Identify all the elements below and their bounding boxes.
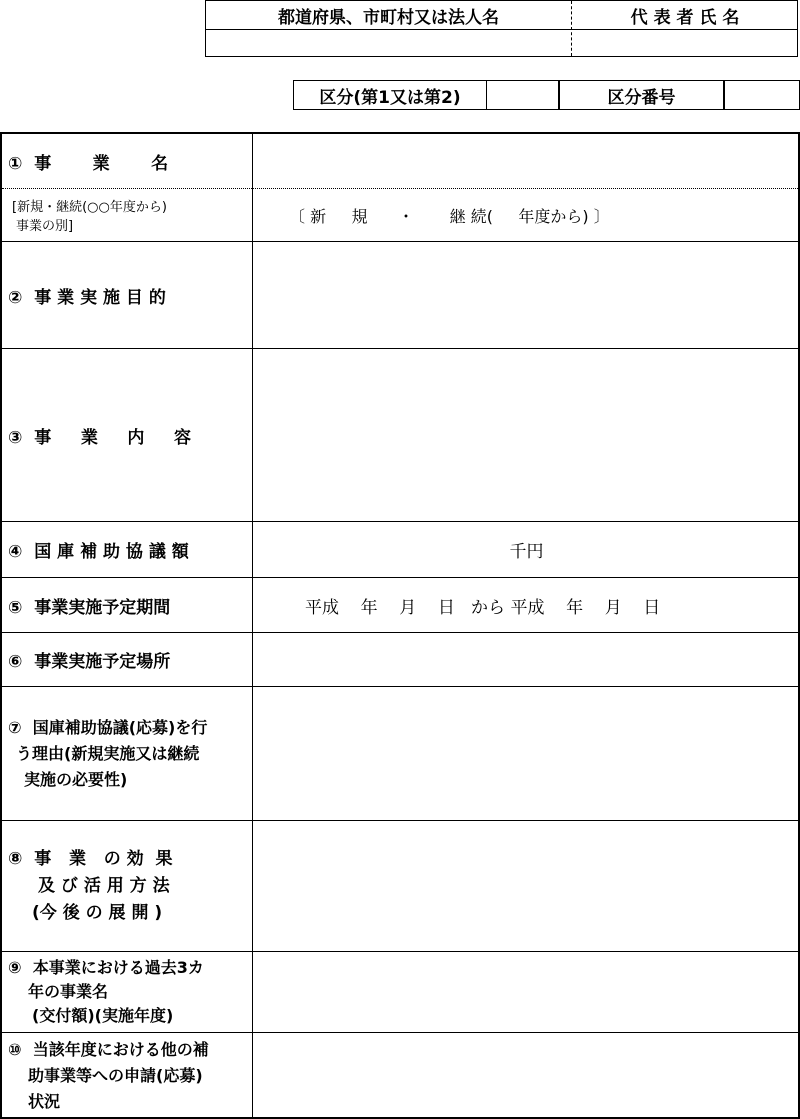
other-applications-label [2,1033,252,1118]
effect-label-line: 及 び 活 用 方 法 [38,875,170,896]
schedule-period-value: 平成 年 月 日 から 平成 年 月 日 [305,597,661,618]
project-purpose-label: ② 事 業 実 施 目 的 [8,287,166,308]
reason-label [2,687,252,820]
past-projects-label [2,952,252,1032]
application-table [0,132,800,1119]
schedule-location-field[interactable] [253,633,800,686]
effect-label [2,821,252,951]
project-content-field[interactable] [253,349,800,521]
effect-label-line: (今 後 の 展 開 ) [32,902,163,923]
schedule-location-label: ⑥ 事業実施予定場所 [8,652,171,672]
other-applications-label-line: 助事業等への申請(応募) [28,1065,203,1085]
new-continuing-value: 〔 新 規 ・ 継 続( 年度から) 〕 [289,206,610,226]
project-purpose-field[interactable] [253,242,800,348]
past-projects-label-line: (交付額)(実施年度) [32,1006,174,1025]
representative-name-field[interactable] [572,30,798,56]
category-table [293,80,800,110]
header-table [205,0,798,57]
representative-name-label: 代 表 者 氏 名 [630,7,740,28]
subsidy-amount-label: ④ 国 庫 補 助 協 議 額 [8,542,189,562]
subsidy-amount-unit: 千円 [509,542,544,562]
past-projects-label-line: ⑨ 本事業における過去3カ [8,958,204,977]
schedule-period-label: ⑤ 事業実施予定期間 [8,597,171,618]
schedule-period-field[interactable] [253,578,800,632]
reason-label-line: 実施の必要性) [24,769,128,789]
category-number-label: 区分番号 [607,87,676,108]
past-projects-label-line: 年の事業名 [28,982,109,1001]
project-name-label: ① 事 業 名 [8,153,169,174]
other-applications-field[interactable] [253,1033,800,1118]
new-continuing-label [2,189,252,241]
subsidy-amount-field[interactable] [253,522,800,577]
category-label: 区分(第1又は第2) [319,87,461,108]
effect-label-line: ⑧ 事 業 の 効 果 [8,848,173,869]
project-content-label: ③ 事 業 内 容 [8,427,192,448]
project-name-field[interactable] [253,134,800,188]
new-continuing-label-line: 事業の別] [16,219,74,234]
effect-field[interactable] [253,821,800,951]
category-value-field[interactable] [487,81,557,109]
reason-field[interactable] [253,687,800,820]
past-projects-field[interactable] [253,952,800,1032]
reason-label-line: う理由(新規実施又は継続 [16,743,200,763]
other-applications-label-line: 状況 [28,1091,61,1111]
organization-name-field[interactable] [206,30,571,56]
new-continuing-label-line: [新規・継続(○○年度から) [12,200,167,215]
reason-label-line: ⑦ 国庫補助協議(応募)を行 [8,717,208,737]
other-applications-label-line: ⑩ 当該年度における他の補 [8,1039,209,1059]
organization-name-label: 都道府県、市町村又は法人名 [278,7,499,28]
category-number-field[interactable] [725,81,799,109]
new-continuing-field[interactable] [253,189,800,241]
